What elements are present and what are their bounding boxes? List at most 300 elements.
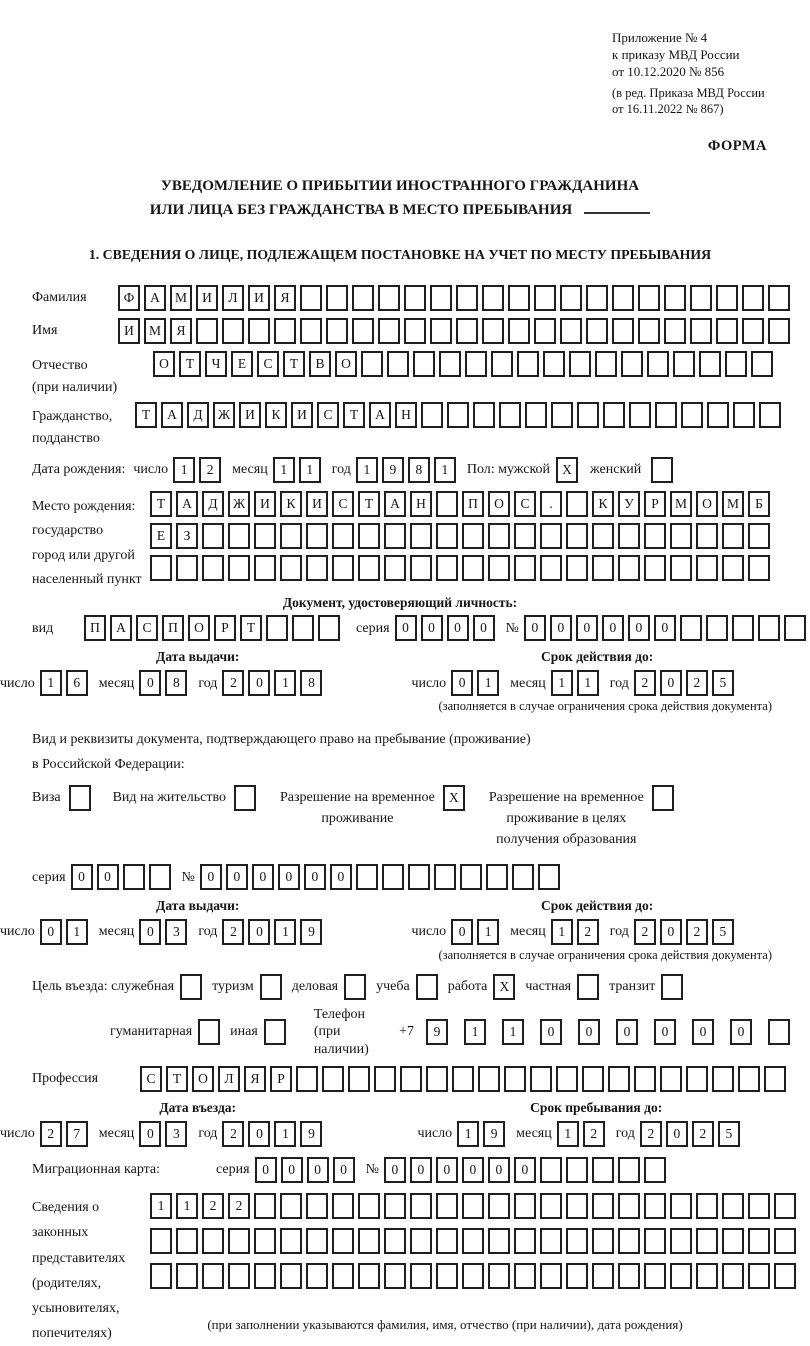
char-cell[interactable] — [504, 1066, 526, 1092]
char-cell[interactable] — [478, 1066, 500, 1092]
char-cell[interactable] — [540, 1263, 562, 1289]
char-cell[interactable] — [768, 285, 790, 311]
char-cell[interactable] — [228, 1263, 250, 1289]
char-cell[interactable]: 5 — [712, 919, 734, 945]
char-cell[interactable]: 0 — [395, 615, 417, 641]
char-cell[interactable]: 1 — [274, 1121, 296, 1147]
char-cell[interactable] — [306, 1193, 328, 1219]
char-cell[interactable]: А — [384, 491, 406, 517]
char-cell[interactable] — [751, 351, 773, 377]
char-cell[interactable]: 0 — [654, 1019, 676, 1045]
char-cell[interactable] — [534, 318, 556, 344]
char-cell[interactable] — [280, 1228, 302, 1254]
char-cell[interactable]: 2 — [222, 1121, 244, 1147]
char-cell[interactable] — [410, 523, 432, 549]
char-cell[interactable]: 0 — [71, 864, 93, 890]
char-cell[interactable] — [670, 1193, 692, 1219]
char-cell[interactable] — [150, 1263, 172, 1289]
char-cell[interactable]: Т — [358, 491, 380, 517]
char-cell[interactable]: 0 — [616, 1019, 638, 1045]
char-cell[interactable] — [404, 318, 426, 344]
purpose-work-checkbox[interactable]: X — [493, 974, 515, 1000]
char-cell[interactable] — [462, 1193, 484, 1219]
char-cell[interactable] — [644, 523, 666, 549]
char-cell[interactable]: М — [144, 318, 166, 344]
char-cell[interactable] — [176, 1263, 198, 1289]
char-cell[interactable] — [488, 1263, 510, 1289]
char-cell[interactable]: 2 — [686, 919, 708, 945]
char-cell[interactable] — [696, 523, 718, 549]
char-cell[interactable] — [566, 1263, 588, 1289]
char-cell[interactable]: 1 — [273, 457, 295, 483]
char-cell[interactable] — [426, 1066, 448, 1092]
purpose-private-checkbox[interactable] — [577, 974, 599, 1000]
char-cell[interactable] — [732, 615, 754, 641]
char-cell[interactable] — [482, 285, 504, 311]
char-cell[interactable]: 0 — [462, 1157, 484, 1183]
char-cell[interactable] — [456, 318, 478, 344]
char-cell[interactable]: Я — [244, 1066, 266, 1092]
char-cell[interactable] — [774, 1193, 796, 1219]
char-cell[interactable] — [774, 1263, 796, 1289]
char-cell[interactable] — [150, 555, 172, 581]
char-cell[interactable] — [540, 1157, 562, 1183]
char-cell[interactable] — [332, 1193, 354, 1219]
purpose-transit-checkbox[interactable] — [661, 974, 683, 1000]
char-cell[interactable]: 1 — [356, 457, 378, 483]
char-cell[interactable] — [202, 1263, 224, 1289]
char-cell[interactable]: Т — [283, 351, 305, 377]
char-cell[interactable] — [387, 351, 409, 377]
residence-permit-checkbox[interactable] — [234, 785, 256, 811]
char-cell[interactable] — [540, 555, 562, 581]
char-cell[interactable]: И — [118, 318, 140, 344]
char-cell[interactable] — [699, 351, 721, 377]
char-cell[interactable] — [681, 402, 703, 428]
char-cell[interactable]: О — [188, 615, 210, 641]
char-cell[interactable]: А — [161, 402, 183, 428]
char-cell[interactable]: К — [592, 491, 614, 517]
char-cell[interactable]: 9 — [483, 1121, 505, 1147]
char-cell[interactable]: 0 — [473, 615, 495, 641]
char-cell[interactable]: 2 — [202, 1193, 224, 1219]
char-cell[interactable]: 2 — [222, 919, 244, 945]
char-cell[interactable] — [758, 615, 780, 641]
char-cell[interactable] — [400, 1066, 422, 1092]
char-cell[interactable] — [670, 1263, 692, 1289]
char-cell[interactable]: 0 — [628, 615, 650, 641]
char-cell[interactable] — [566, 1228, 588, 1254]
char-cell[interactable] — [358, 1263, 380, 1289]
char-cell[interactable] — [514, 523, 536, 549]
char-cell[interactable]: Ж — [228, 491, 250, 517]
char-cell[interactable]: 1 — [551, 670, 573, 696]
char-cell[interactable]: 1 — [477, 919, 499, 945]
char-cell[interactable] — [326, 285, 348, 311]
char-cell[interactable] — [660, 1066, 682, 1092]
char-cell[interactable] — [462, 523, 484, 549]
char-cell[interactable] — [326, 318, 348, 344]
char-cell[interactable] — [621, 351, 643, 377]
char-cell[interactable]: С — [514, 491, 536, 517]
char-cell[interactable] — [696, 1228, 718, 1254]
char-cell[interactable] — [430, 318, 452, 344]
char-cell[interactable] — [556, 1066, 578, 1092]
char-cell[interactable]: 2 — [640, 1121, 662, 1147]
char-cell[interactable]: Т — [166, 1066, 188, 1092]
char-cell[interactable] — [566, 1157, 588, 1183]
sex-male-checkbox[interactable]: X — [556, 457, 578, 483]
char-cell[interactable] — [664, 318, 686, 344]
char-cell[interactable]: С — [257, 351, 279, 377]
char-cell[interactable] — [482, 318, 504, 344]
char-cell[interactable] — [540, 1228, 562, 1254]
char-cell[interactable] — [647, 351, 669, 377]
char-cell[interactable] — [566, 1193, 588, 1219]
char-cell[interactable] — [592, 1263, 614, 1289]
char-cell[interactable] — [254, 555, 276, 581]
char-cell[interactable] — [592, 1193, 614, 1219]
char-cell[interactable] — [618, 523, 640, 549]
char-cell[interactable] — [512, 864, 534, 890]
char-cell[interactable]: 2 — [583, 1121, 605, 1147]
char-cell[interactable]: 1 — [477, 670, 499, 696]
char-cell[interactable] — [280, 523, 302, 549]
char-cell[interactable] — [436, 1228, 458, 1254]
char-cell[interactable] — [352, 318, 374, 344]
char-cell[interactable] — [352, 285, 374, 311]
char-cell[interactable] — [566, 523, 588, 549]
char-cell[interactable]: 1 — [274, 919, 296, 945]
char-cell[interactable] — [582, 1066, 604, 1092]
char-cell[interactable] — [716, 285, 738, 311]
char-cell[interactable]: С — [140, 1066, 162, 1092]
char-cell[interactable] — [358, 1193, 380, 1219]
char-cell[interactable] — [228, 1228, 250, 1254]
char-cell[interactable]: 1 — [176, 1193, 198, 1219]
char-cell[interactable]: 9 — [426, 1019, 448, 1045]
char-cell[interactable]: 0 — [304, 864, 326, 890]
char-cell[interactable]: П — [462, 491, 484, 517]
char-cell[interactable] — [280, 555, 302, 581]
char-cell[interactable] — [473, 402, 495, 428]
char-cell[interactable] — [421, 402, 443, 428]
char-cell[interactable] — [670, 523, 692, 549]
char-cell[interactable] — [150, 1228, 172, 1254]
char-cell[interactable] — [577, 402, 599, 428]
char-cell[interactable]: 0 — [40, 919, 62, 945]
char-cell[interactable]: С — [317, 402, 339, 428]
char-cell[interactable] — [768, 1019, 790, 1045]
char-cell[interactable] — [592, 1228, 614, 1254]
char-cell[interactable]: Е — [231, 351, 253, 377]
purpose-other-checkbox[interactable] — [264, 1019, 286, 1045]
char-cell[interactable] — [413, 351, 435, 377]
char-cell[interactable] — [202, 523, 224, 549]
char-cell[interactable]: 2 — [199, 457, 221, 483]
char-cell[interactable]: Д — [187, 402, 209, 428]
char-cell[interactable] — [673, 351, 695, 377]
char-cell[interactable] — [436, 491, 458, 517]
char-cell[interactable]: Т — [179, 351, 201, 377]
char-cell[interactable] — [465, 351, 487, 377]
char-cell[interactable]: 2 — [634, 670, 656, 696]
char-cell[interactable]: 0 — [421, 615, 443, 641]
char-cell[interactable]: 0 — [447, 615, 469, 641]
char-cell[interactable] — [306, 555, 328, 581]
char-cell[interactable]: 1 — [434, 457, 456, 483]
char-cell[interactable] — [488, 555, 510, 581]
char-cell[interactable] — [280, 1263, 302, 1289]
char-cell[interactable] — [534, 285, 556, 311]
char-cell[interactable] — [439, 351, 461, 377]
char-cell[interactable] — [543, 351, 565, 377]
char-cell[interactable] — [696, 555, 718, 581]
char-cell[interactable]: 0 — [330, 864, 352, 890]
char-cell[interactable] — [447, 402, 469, 428]
char-cell[interactable]: 0 — [576, 615, 598, 641]
char-cell[interactable]: Т — [135, 402, 157, 428]
char-cell[interactable]: И — [196, 285, 218, 311]
char-cell[interactable]: И — [254, 491, 276, 517]
char-cell[interactable]: 9 — [300, 919, 322, 945]
char-cell[interactable] — [254, 1193, 276, 1219]
char-cell[interactable]: Т — [240, 615, 262, 641]
char-cell[interactable]: 1 — [464, 1019, 486, 1045]
char-cell[interactable]: 0 — [278, 864, 300, 890]
char-cell[interactable] — [603, 402, 625, 428]
char-cell[interactable]: 0 — [514, 1157, 536, 1183]
char-cell[interactable] — [686, 1066, 708, 1092]
char-cell[interactable] — [525, 402, 547, 428]
char-cell[interactable] — [538, 864, 560, 890]
char-cell[interactable]: 2 — [222, 670, 244, 696]
char-cell[interactable]: 0 — [281, 1157, 303, 1183]
char-cell[interactable] — [348, 1066, 370, 1092]
char-cell[interactable]: А — [110, 615, 132, 641]
char-cell[interactable] — [436, 523, 458, 549]
char-cell[interactable] — [430, 285, 452, 311]
char-cell[interactable]: Р — [644, 491, 666, 517]
char-cell[interactable]: О — [696, 491, 718, 517]
char-cell[interactable] — [517, 351, 539, 377]
char-cell[interactable] — [540, 523, 562, 549]
sex-female-checkbox[interactable] — [651, 457, 673, 483]
char-cell[interactable]: О — [335, 351, 357, 377]
char-cell[interactable] — [300, 285, 322, 311]
char-cell[interactable] — [332, 1228, 354, 1254]
char-cell[interactable] — [566, 555, 588, 581]
char-cell[interactable] — [361, 351, 383, 377]
char-cell[interactable]: Л — [222, 285, 244, 311]
char-cell[interactable] — [358, 1228, 380, 1254]
char-cell[interactable] — [274, 318, 296, 344]
char-cell[interactable]: 2 — [634, 919, 656, 945]
char-cell[interactable]: 1 — [557, 1121, 579, 1147]
char-cell[interactable] — [332, 523, 354, 549]
char-cell[interactable] — [306, 523, 328, 549]
char-cell[interactable]: 1 — [299, 457, 321, 483]
char-cell[interactable]: Т — [150, 491, 172, 517]
char-cell[interactable] — [488, 523, 510, 549]
char-cell[interactable]: 0 — [226, 864, 248, 890]
char-cell[interactable]: П — [84, 615, 106, 641]
char-cell[interactable] — [738, 1066, 760, 1092]
char-cell[interactable]: И — [248, 285, 270, 311]
char-cell[interactable]: И — [306, 491, 328, 517]
char-cell[interactable]: 2 — [692, 1121, 714, 1147]
char-cell[interactable] — [410, 555, 432, 581]
char-cell[interactable] — [690, 285, 712, 311]
char-cell[interactable]: 0 — [255, 1157, 277, 1183]
visa-checkbox[interactable] — [69, 785, 91, 811]
char-cell[interactable] — [530, 1066, 552, 1092]
char-cell[interactable] — [486, 864, 508, 890]
char-cell[interactable] — [759, 402, 781, 428]
char-cell[interactable] — [356, 864, 378, 890]
char-cell[interactable] — [680, 615, 702, 641]
char-cell[interactable] — [149, 864, 171, 890]
char-cell[interactable]: 0 — [524, 615, 546, 641]
purpose-humanitarian-checkbox[interactable] — [198, 1019, 220, 1045]
char-cell[interactable] — [722, 523, 744, 549]
char-cell[interactable] — [748, 523, 770, 549]
char-cell[interactable]: 5 — [718, 1121, 740, 1147]
char-cell[interactable] — [618, 1228, 640, 1254]
char-cell[interactable] — [618, 1157, 640, 1183]
char-cell[interactable] — [551, 402, 573, 428]
char-cell[interactable] — [404, 285, 426, 311]
char-cell[interactable]: 0 — [488, 1157, 510, 1183]
char-cell[interactable]: 1 — [551, 919, 573, 945]
char-cell[interactable] — [748, 1263, 770, 1289]
purpose-study-checkbox[interactable] — [416, 974, 438, 1000]
char-cell[interactable] — [742, 318, 764, 344]
char-cell[interactable]: 9 — [300, 1121, 322, 1147]
char-cell[interactable]: О — [192, 1066, 214, 1092]
char-cell[interactable] — [618, 555, 640, 581]
char-cell[interactable] — [384, 555, 406, 581]
char-cell[interactable]: А — [369, 402, 391, 428]
char-cell[interactable] — [586, 318, 608, 344]
char-cell[interactable] — [382, 864, 404, 890]
char-cell[interactable] — [742, 285, 764, 311]
char-cell[interactable]: 0 — [692, 1019, 714, 1045]
char-cell[interactable] — [629, 402, 651, 428]
char-cell[interactable]: 0 — [451, 670, 473, 696]
char-cell[interactable] — [784, 615, 806, 641]
char-cell[interactable] — [586, 285, 608, 311]
char-cell[interactable]: 2 — [228, 1193, 250, 1219]
char-cell[interactable] — [644, 1263, 666, 1289]
char-cell[interactable] — [540, 1193, 562, 1219]
char-cell[interactable]: 1 — [173, 457, 195, 483]
char-cell[interactable] — [332, 555, 354, 581]
char-cell[interactable] — [592, 523, 614, 549]
char-cell[interactable]: 0 — [550, 615, 572, 641]
temp-residence-checkbox[interactable]: X — [443, 785, 465, 811]
char-cell[interactable]: 8 — [165, 670, 187, 696]
char-cell[interactable] — [508, 318, 530, 344]
char-cell[interactable] — [569, 351, 591, 377]
char-cell[interactable]: 1 — [577, 670, 599, 696]
char-cell[interactable]: Я — [274, 285, 296, 311]
char-cell[interactable] — [378, 285, 400, 311]
char-cell[interactable] — [228, 523, 250, 549]
char-cell[interactable] — [592, 555, 614, 581]
char-cell[interactable]: 6 — [66, 670, 88, 696]
char-cell[interactable] — [638, 318, 660, 344]
char-cell[interactable] — [655, 402, 677, 428]
char-cell[interactable]: 9 — [382, 457, 404, 483]
char-cell[interactable] — [254, 523, 276, 549]
char-cell[interactable] — [378, 318, 400, 344]
char-cell[interactable]: Р — [214, 615, 236, 641]
char-cell[interactable]: К — [280, 491, 302, 517]
char-cell[interactable] — [222, 318, 244, 344]
char-cell[interactable] — [670, 555, 692, 581]
char-cell[interactable]: В — [309, 351, 331, 377]
char-cell[interactable]: 0 — [139, 919, 161, 945]
char-cell[interactable] — [410, 1193, 432, 1219]
char-cell[interactable] — [706, 615, 728, 641]
char-cell[interactable] — [612, 285, 634, 311]
purpose-official-checkbox[interactable] — [180, 974, 202, 1000]
temp-residence-edu-checkbox[interactable] — [652, 785, 674, 811]
char-cell[interactable]: 0 — [139, 670, 161, 696]
char-cell[interactable]: 0 — [436, 1157, 458, 1183]
char-cell[interactable] — [384, 1263, 406, 1289]
char-cell[interactable]: Е — [150, 523, 172, 549]
char-cell[interactable] — [374, 1066, 396, 1092]
char-cell[interactable] — [696, 1193, 718, 1219]
char-cell[interactable]: 5 — [712, 670, 734, 696]
char-cell[interactable] — [707, 402, 729, 428]
char-cell[interactable] — [300, 318, 322, 344]
char-cell[interactable]: У — [618, 491, 640, 517]
char-cell[interactable]: 0 — [660, 919, 682, 945]
char-cell[interactable] — [358, 555, 380, 581]
char-cell[interactable]: Б — [748, 491, 770, 517]
char-cell[interactable] — [508, 285, 530, 311]
char-cell[interactable] — [774, 1228, 796, 1254]
char-cell[interactable] — [491, 351, 513, 377]
char-cell[interactable]: 3 — [165, 919, 187, 945]
char-cell[interactable]: М — [722, 491, 744, 517]
char-cell[interactable] — [690, 318, 712, 344]
purpose-business-checkbox[interactable] — [344, 974, 366, 1000]
char-cell[interactable]: 0 — [602, 615, 624, 641]
char-cell[interactable] — [488, 1193, 510, 1219]
char-cell[interactable] — [722, 555, 744, 581]
char-cell[interactable]: Ф — [118, 285, 140, 311]
char-cell[interactable]: 7 — [66, 1121, 88, 1147]
char-cell[interactable] — [248, 318, 270, 344]
char-cell[interactable] — [462, 1263, 484, 1289]
char-cell[interactable]: Л — [218, 1066, 240, 1092]
char-cell[interactable] — [595, 351, 617, 377]
char-cell[interactable] — [514, 1263, 536, 1289]
char-cell[interactable]: М — [670, 491, 692, 517]
char-cell[interactable] — [638, 285, 660, 311]
char-cell[interactable]: С — [136, 615, 158, 641]
char-cell[interactable]: 0 — [540, 1019, 562, 1045]
char-cell[interactable]: 0 — [410, 1157, 432, 1183]
char-cell[interactable]: Н — [395, 402, 417, 428]
char-cell[interactable] — [644, 1193, 666, 1219]
char-cell[interactable]: 1 — [274, 670, 296, 696]
char-cell[interactable] — [722, 1193, 744, 1219]
